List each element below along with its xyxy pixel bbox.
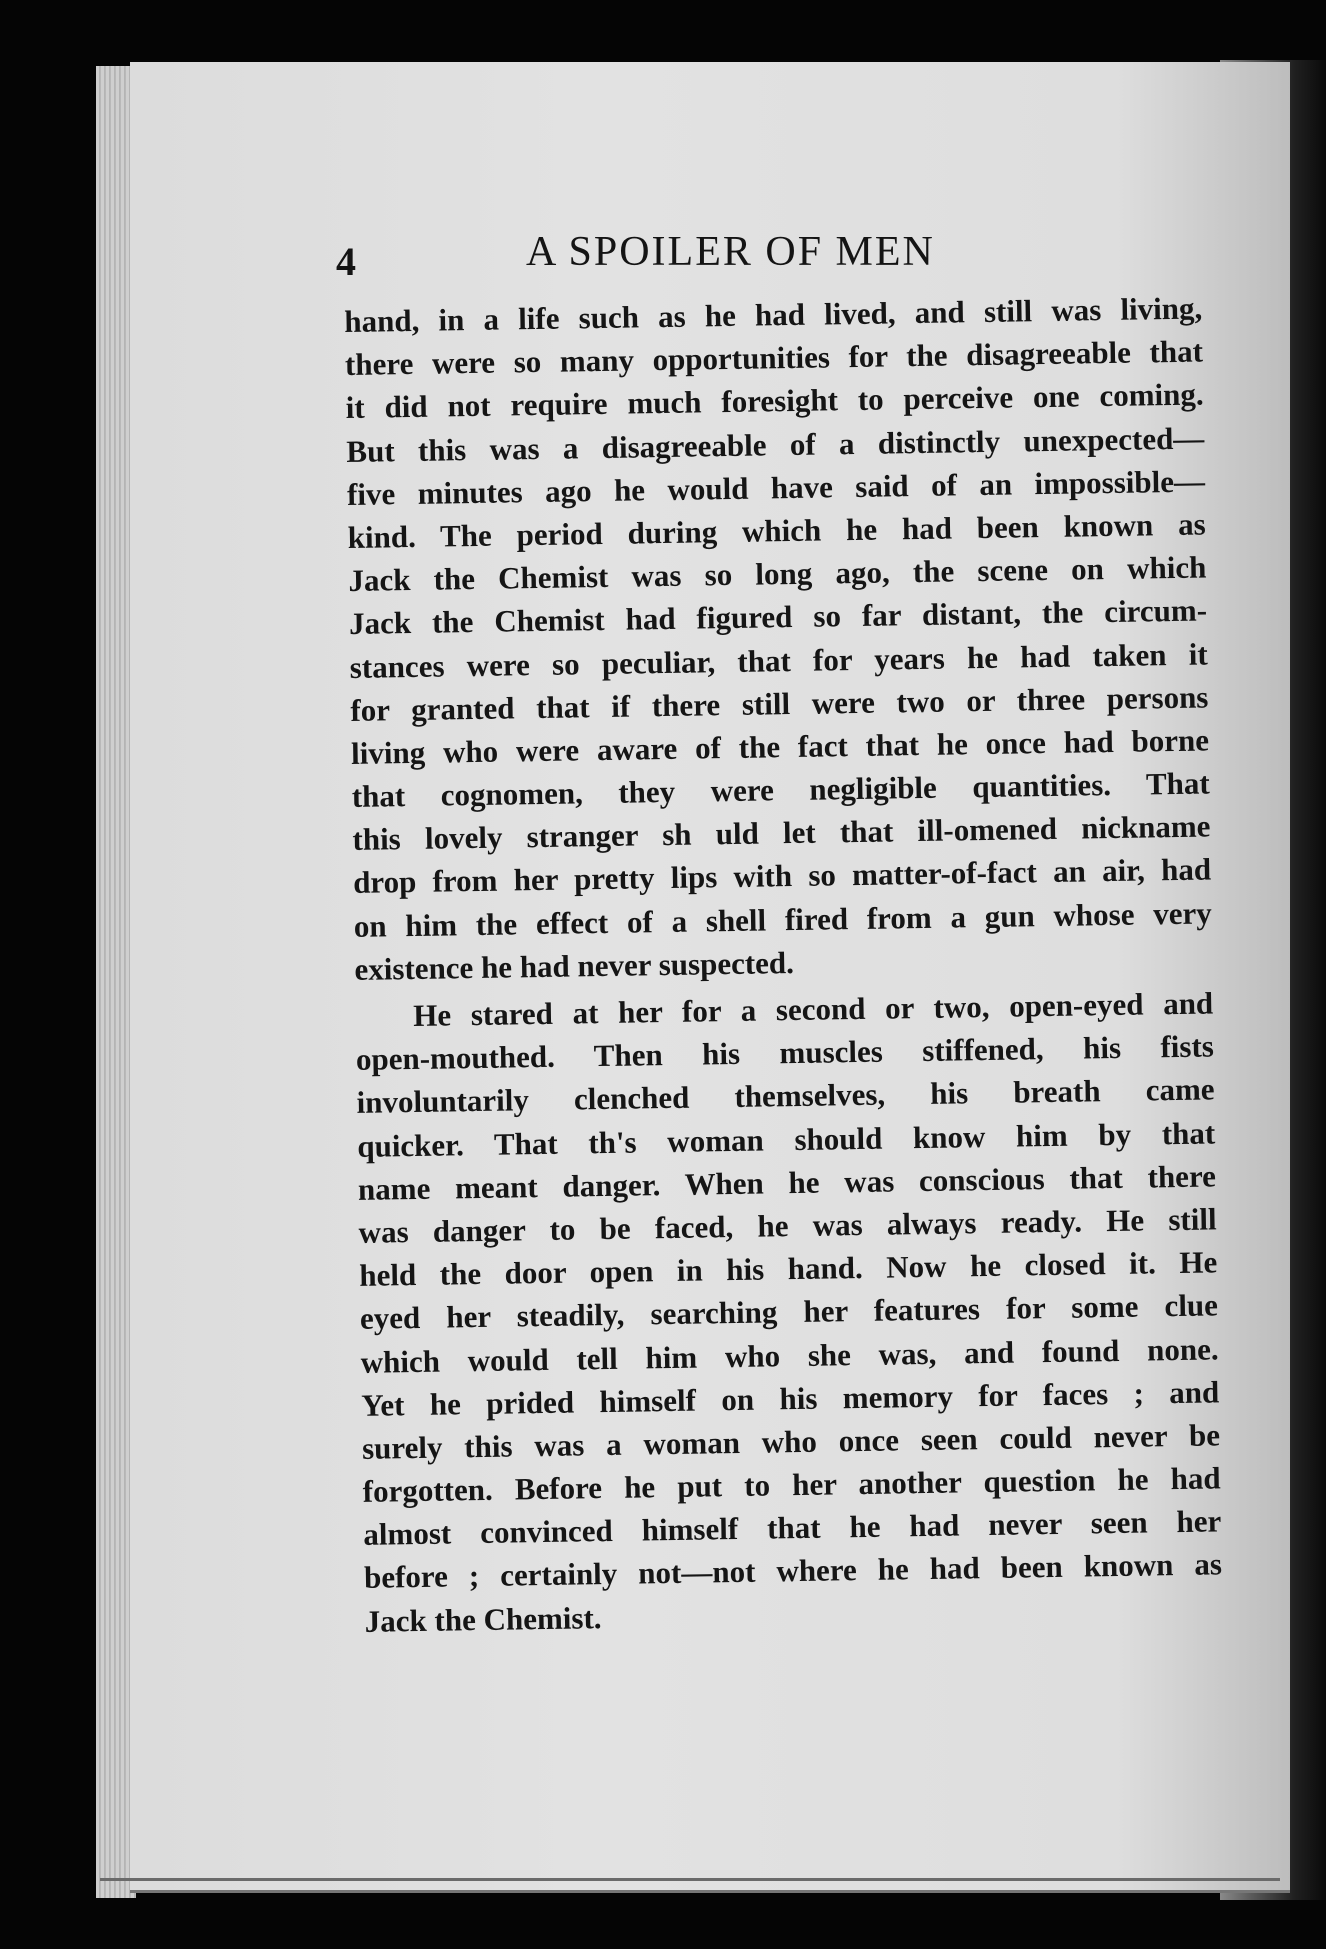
page-number: 4 <box>336 239 356 284</box>
text-line: held the door open in his hand. Now he closed it. He <box>359 1244 1218 1294</box>
text-line: stances were so peculiar, that for years he had taken it <box>349 635 1208 685</box>
text-line: before ; certainly not—not where he had been known as <box>363 1546 1223 1596</box>
text-line: this lovely stranger sh uld let that ill-omened nickname <box>352 808 1211 858</box>
text-line: there were so many opportunities for the disagreeable that <box>344 333 1204 383</box>
page-bottom-edge <box>100 1878 1280 1881</box>
text-line: five minutes ago he would have said of an impossible— <box>346 463 1206 512</box>
text-line: kind. The period during which he had been known as <box>347 506 1206 555</box>
text-line: was danger to be faced, he was always ready. He still <box>358 1201 1217 1250</box>
text-line: But this was a disagreeable of a distinctly unexpected— <box>346 420 1205 469</box>
text-line: involuntarily clenched themselves, his breath came <box>356 1071 1215 1121</box>
text-line: Jack the Chemist was so long ago, the scene on which <box>348 549 1207 599</box>
text-line: quicker. That th's woman should know him by that <box>357 1114 1216 1164</box>
text-line: for granted that if there still were two or three persons <box>350 679 1209 728</box>
text-line: it did not require much foresight to perceive one coming. <box>345 376 1204 426</box>
body-text <box>344 287 1223 1643</box>
text-line: He stared at her for a second or two, open-eyed and <box>412 985 1214 1033</box>
text-line: Jack the Chemist had figured so far distant, the circum- <box>348 592 1208 642</box>
paragraph <box>355 981 1223 1642</box>
text-line: that cognomen, they were negligible quantities. That <box>351 765 1210 814</box>
text-line: name meant danger. When he was conscious that there <box>357 1158 1217 1207</box>
text-line: living who were aware of the fact that he once had borne <box>350 722 1210 771</box>
running-head <box>336 228 1156 288</box>
paragraph <box>344 287 1213 991</box>
text-line: Jack the Chemist. <box>364 1599 602 1639</box>
text-line: open-mouthed. Then his muscles stiffened, his fists <box>355 1028 1215 1078</box>
text-line: eyed her steadily, searching her features for some clue <box>359 1287 1219 1337</box>
text-line: hand, in a life such as he had lived, and still was living, <box>344 290 1203 339</box>
text-line: on him the effect of a shell fired from a gun whose very <box>353 895 1213 944</box>
text-line: drop from her pretty lips with so matter-of-fact an air, had <box>352 851 1212 901</box>
text-line: existence he had never suspected. <box>354 944 795 987</box>
text-line: Yet he prided himself on his memory for faces ; and <box>361 1374 1220 1423</box>
text-line: surely this was a woman who once seen could never be <box>361 1417 1221 1466</box>
text-line: forgotten. Before he put to her another question he had <box>362 1460 1221 1509</box>
text-line: which would tell him who she was, and found none. <box>360 1330 1219 1380</box>
text-line: almost convinced himself that he had never seen her <box>363 1503 1222 1553</box>
book-title: A SPOILER OF MEN <box>526 229 935 275</box>
